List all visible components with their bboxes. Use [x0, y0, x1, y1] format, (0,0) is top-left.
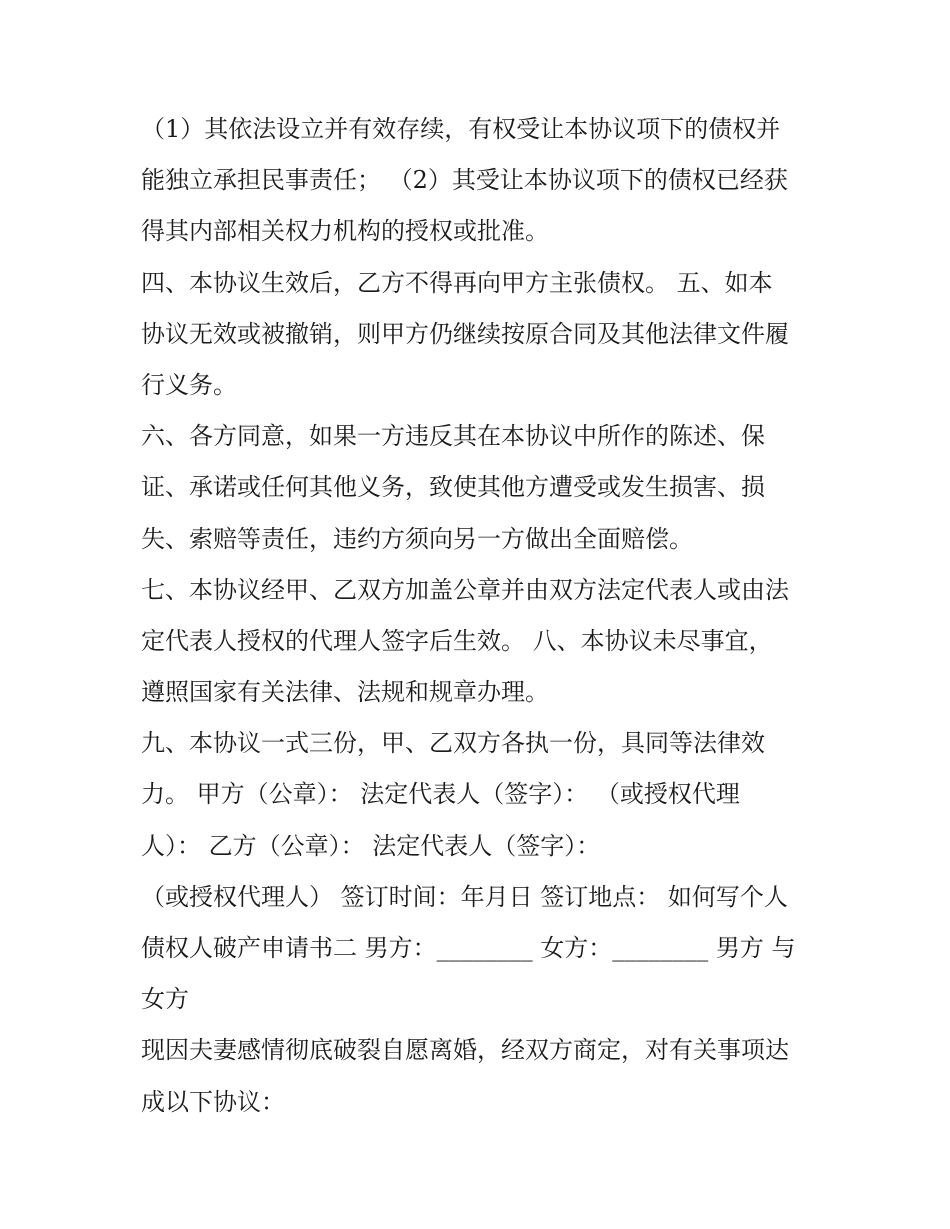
text-line: 女方: [141, 985, 189, 1014]
text-line: 遵照国家有关法律、法规和规章办理。: [141, 678, 549, 707]
text-line: 证、承诺或任何其他义务，致使其他方遭受或发生损害、损: [141, 473, 765, 502]
text-line: 能独立承担民事责任； （2）其受让本协议项下的债权已经获: [141, 166, 788, 195]
text-line: 人）： 乙方（公章）： 法定代表人（签字）：: [141, 831, 601, 860]
text-line: （1）其依法设立并有效存续，有权受让本协议项下的债权并: [141, 115, 781, 143]
text-line: 失、索赔等责任，违约方须向另一方做出全面赔偿。: [141, 524, 693, 553]
document-body: [141, 104, 821, 1128]
text-line: 债权人破产申请书二 男方：________ 女方：________ 男方 与: [141, 934, 796, 962]
text-line: 九、本协议一式三份，甲、乙双方各执一份，具同等法律效: [141, 729, 765, 758]
text-line: 成以下协议：: [141, 1087, 285, 1116]
text-line: 四、本协议生效后，乙方不得再向甲方主张债权。 五、如本: [141, 268, 773, 297]
text-line: 六、各方同意，如果一方违反其在本协议中所作的陈述、保: [141, 422, 765, 451]
text-line: 七、本协议经甲、乙双方加盖公章并由双方法定代表人或由法: [141, 575, 789, 604]
text-line: （或授权代理人） 签订时间：年月日 签订地点： 如何写个人: [141, 882, 788, 911]
text-line: 协议无效或被撤销，则甲方仍继续按原合同及其他法律文件履: [141, 319, 789, 348]
text-line: 行义务。: [141, 370, 237, 399]
text-line: 现因夫妻感情彻底破裂自愿离婚，经双方商定，对有关事项达: [141, 1036, 789, 1065]
text-line: 力。 甲方（公章）： 法定代表人（签字）： （或授权代理: [141, 780, 740, 809]
text-line: 得其内部相关权力机构的授权或批准。: [141, 217, 549, 246]
text-line: 定代表人授权的代理人签字后生效。 八、本协议未尽事宜，: [141, 626, 773, 655]
